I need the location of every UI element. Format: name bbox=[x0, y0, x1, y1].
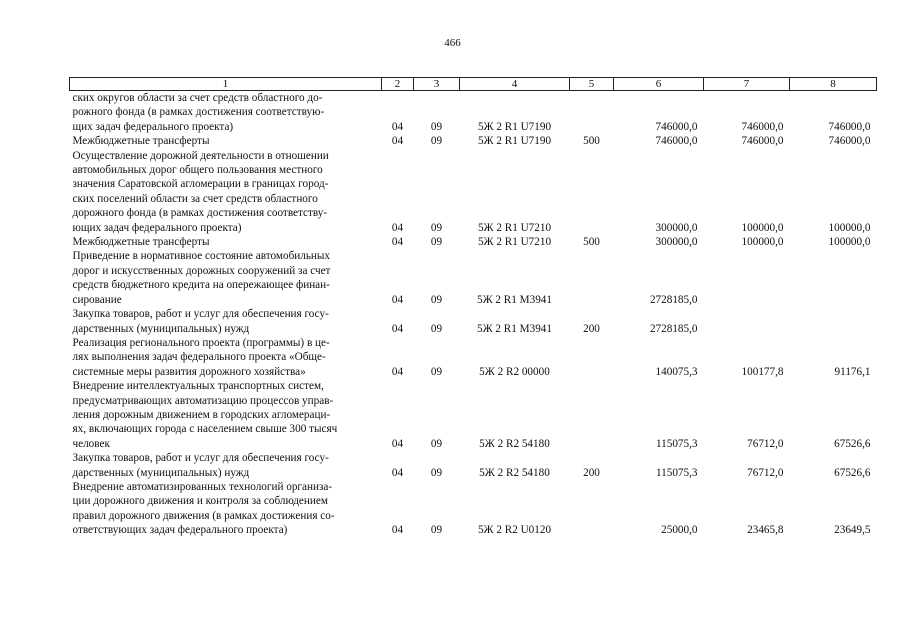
description-line: щих задач федерального проекта) bbox=[72, 120, 234, 133]
section-code: 04 bbox=[391, 236, 404, 249]
amount-year-1: 746000,0 bbox=[655, 135, 698, 148]
section-code: 04 bbox=[391, 466, 404, 479]
subsection-code: 09 bbox=[430, 437, 443, 450]
amount-year-3: 91176,1 bbox=[834, 365, 871, 378]
amount-year-3: 67526,6 bbox=[834, 437, 871, 450]
amount-year-1: 300000,0 bbox=[655, 236, 698, 249]
column-header: 1 bbox=[70, 78, 382, 91]
description-line: ях, включающих города с населением свыше 300 тысяч bbox=[72, 423, 338, 436]
amount-year-1: 140075,3 bbox=[655, 365, 698, 378]
column-header: 3 bbox=[414, 78, 460, 91]
description-line: ответствующих задач федерального проекта) bbox=[72, 524, 288, 537]
target-article-code: 5Ж 2 R1 U7210 bbox=[477, 236, 552, 249]
row-description bbox=[70, 149, 382, 235]
expense-type-code: 200 bbox=[583, 466, 600, 479]
target-article-code: 5Ж 2 R1 U7190 bbox=[477, 135, 552, 148]
table-row bbox=[70, 336, 877, 379]
amount-year-3: 23649,5 bbox=[834, 524, 871, 537]
description-line: ских округов области за счет средств областного до- bbox=[72, 92, 323, 104]
description-line: Закупка товаров, работ и услуг для обеспечения госу- bbox=[72, 308, 329, 321]
target-article-code: 5Ж 2 R2 54180 bbox=[479, 437, 550, 450]
expense-type-code bbox=[570, 379, 614, 451]
row-description bbox=[70, 91, 382, 135]
subsection-code: 09 bbox=[430, 221, 443, 234]
subsection-code: 09 bbox=[430, 135, 443, 148]
table-row bbox=[70, 480, 877, 538]
subsection-code: 09 bbox=[430, 365, 443, 378]
description-line: Межбюджетные трансферты bbox=[72, 135, 210, 148]
target-article-code: 5Ж 2 R1 U7210 bbox=[477, 221, 552, 234]
target-article-code: 5Ж 2 R2 U0120 bbox=[477, 524, 552, 537]
expense-type-code: 200 bbox=[583, 322, 600, 335]
description-line: Приведение в нормативное состояние автомобильных bbox=[72, 250, 331, 263]
amount-year-1: 2728185,0 bbox=[649, 322, 698, 335]
column-header: 7 bbox=[704, 78, 790, 91]
amount-year-2: 23465,8 bbox=[747, 524, 784, 537]
description-line: предусматривающих автоматизацию процессов управ- bbox=[72, 394, 334, 407]
expense-type-code bbox=[570, 249, 614, 307]
description-line: Внедрение автоматизированных технологий организа- bbox=[72, 480, 333, 493]
description-line: средств бюджетного кредита на опережающее финан- bbox=[72, 279, 330, 292]
section-code: 04 bbox=[391, 437, 404, 450]
expense-type-code bbox=[570, 149, 614, 235]
amount-year-2: 100000,0 bbox=[741, 236, 784, 249]
column-header: 2 bbox=[382, 78, 414, 91]
section-code: 04 bbox=[391, 135, 404, 148]
row-description bbox=[70, 235, 382, 249]
description-line: ющих задач федерального проекта) bbox=[72, 221, 242, 234]
amount-year-1: 300000,0 bbox=[655, 221, 698, 234]
column-header: 5 bbox=[570, 78, 614, 91]
column-header: 6 bbox=[614, 78, 704, 91]
column-header: 4 bbox=[460, 78, 570, 91]
header-row bbox=[70, 78, 877, 91]
row-description bbox=[70, 336, 382, 379]
column-header: 8 bbox=[790, 78, 877, 91]
table-row bbox=[70, 134, 877, 148]
description-line: ции дорожного движения и контроля за соблюдением bbox=[72, 495, 328, 508]
amount-year-3 bbox=[790, 307, 877, 336]
amount-year-2: 100000,0 bbox=[741, 221, 784, 234]
table-row bbox=[70, 249, 877, 307]
table-header bbox=[70, 78, 877, 91]
amount-year-1: 115075,3 bbox=[655, 466, 698, 479]
row-description bbox=[70, 249, 382, 307]
description-line: лях выполнения задач федерального проекта «Обще- bbox=[72, 351, 326, 364]
target-article-code: 5Ж 2 R1 M3941 bbox=[477, 322, 552, 335]
table-row bbox=[70, 235, 877, 249]
amount-year-1: 2728185,0 bbox=[649, 293, 698, 306]
target-article-code: 5Ж 2 R1 U7190 bbox=[477, 120, 552, 133]
amount-year-2: 76712,0 bbox=[747, 466, 784, 479]
subsection-code: 09 bbox=[430, 524, 443, 537]
table-body bbox=[70, 91, 877, 538]
description-line: правил дорожного движения (в рамках достижения со- bbox=[72, 509, 335, 522]
amount-year-1: 746000,0 bbox=[655, 120, 698, 133]
description-line: Внедрение интеллектуальных транспортных систем, bbox=[72, 380, 324, 393]
row-description bbox=[70, 480, 382, 538]
description-line: Межбюджетные трансферты bbox=[72, 236, 210, 249]
table-row bbox=[70, 451, 877, 480]
target-article-code: 5Ж 2 R1 M3941 bbox=[477, 293, 552, 306]
section-code: 04 bbox=[391, 322, 404, 335]
amount-year-3: 100000,0 bbox=[828, 236, 871, 249]
amount-year-3 bbox=[790, 249, 877, 307]
amount-year-1: 115075,3 bbox=[655, 437, 698, 450]
target-article-code: 5Ж 2 R2 54180 bbox=[479, 466, 550, 479]
row-description bbox=[70, 134, 382, 148]
section-code: 04 bbox=[391, 293, 404, 306]
expense-type-code bbox=[570, 336, 614, 379]
subsection-code: 09 bbox=[430, 322, 443, 335]
description-line: Закупка товаров, работ и услуг для обеспечения госу- bbox=[72, 452, 329, 465]
subsection-code: 09 bbox=[430, 293, 443, 306]
description-line: дарственных (муниципальных) нужд bbox=[72, 322, 250, 335]
amount-year-2: 100177,8 bbox=[741, 365, 784, 378]
subsection-code: 09 bbox=[430, 466, 443, 479]
description-line: ских поселений области за счет средств областного bbox=[72, 192, 318, 205]
description-line: ления дорожным движением в городских агломераци- bbox=[72, 408, 331, 421]
subsection-code: 09 bbox=[430, 236, 443, 249]
description-line: автомобильных дорог общего пользования местного bbox=[72, 164, 323, 177]
table-row bbox=[70, 149, 877, 235]
amount-year-2: 746000,0 bbox=[741, 120, 784, 133]
expense-type-code: 500 bbox=[583, 236, 600, 249]
expense-type-code bbox=[570, 480, 614, 538]
description-line: значения Саратовской агломерации в границах город- bbox=[72, 178, 329, 191]
amount-year-3: 746000,0 bbox=[828, 120, 871, 133]
amount-year-2 bbox=[704, 249, 790, 307]
expense-type-code: 500 bbox=[583, 135, 600, 148]
amount-year-3: 746000,0 bbox=[828, 135, 871, 148]
description-line: Осуществление дорожной деятельности в отношении bbox=[72, 149, 329, 162]
amount-year-3: 100000,0 bbox=[828, 221, 871, 234]
page-number: 466 bbox=[444, 37, 461, 49]
subsection-code: 09 bbox=[430, 120, 443, 133]
amount-year-2: 746000,0 bbox=[741, 135, 784, 148]
budget-table bbox=[69, 77, 877, 538]
description-line: человек bbox=[72, 437, 110, 450]
table-row bbox=[70, 379, 877, 451]
amount-year-3: 67526,6 bbox=[834, 466, 871, 479]
section-code: 04 bbox=[391, 221, 404, 234]
table-row bbox=[70, 307, 877, 336]
section-code: 04 bbox=[391, 365, 404, 378]
description-line: сирование bbox=[72, 293, 122, 306]
amount-year-2: 76712,0 bbox=[747, 437, 784, 450]
description-line: Реализация регионального проекта (программы) в це- bbox=[72, 336, 330, 349]
amount-year-2 bbox=[704, 307, 790, 336]
section-code: 04 bbox=[391, 120, 404, 133]
row-description bbox=[70, 307, 382, 336]
table-row bbox=[70, 91, 877, 135]
section-code: 04 bbox=[391, 524, 404, 537]
row-description bbox=[70, 379, 382, 451]
description-line: рожного фонда (в рамках достижения соответствую- bbox=[72, 106, 325, 119]
amount-year-1: 25000,0 bbox=[661, 524, 698, 537]
description-line: дарственных (муниципальных) нужд bbox=[72, 466, 250, 479]
row-description bbox=[70, 451, 382, 480]
expense-type-code bbox=[570, 91, 614, 135]
target-article-code: 5Ж 2 R2 00000 bbox=[479, 365, 550, 378]
description-line: дорог и искусственных дорожных сооружений за счет bbox=[72, 264, 331, 277]
description-line: системные меры развития дорожного хозяйства» bbox=[72, 365, 306, 378]
description-line: дорожного фонда (в рамках достижения соответству- bbox=[72, 207, 328, 220]
